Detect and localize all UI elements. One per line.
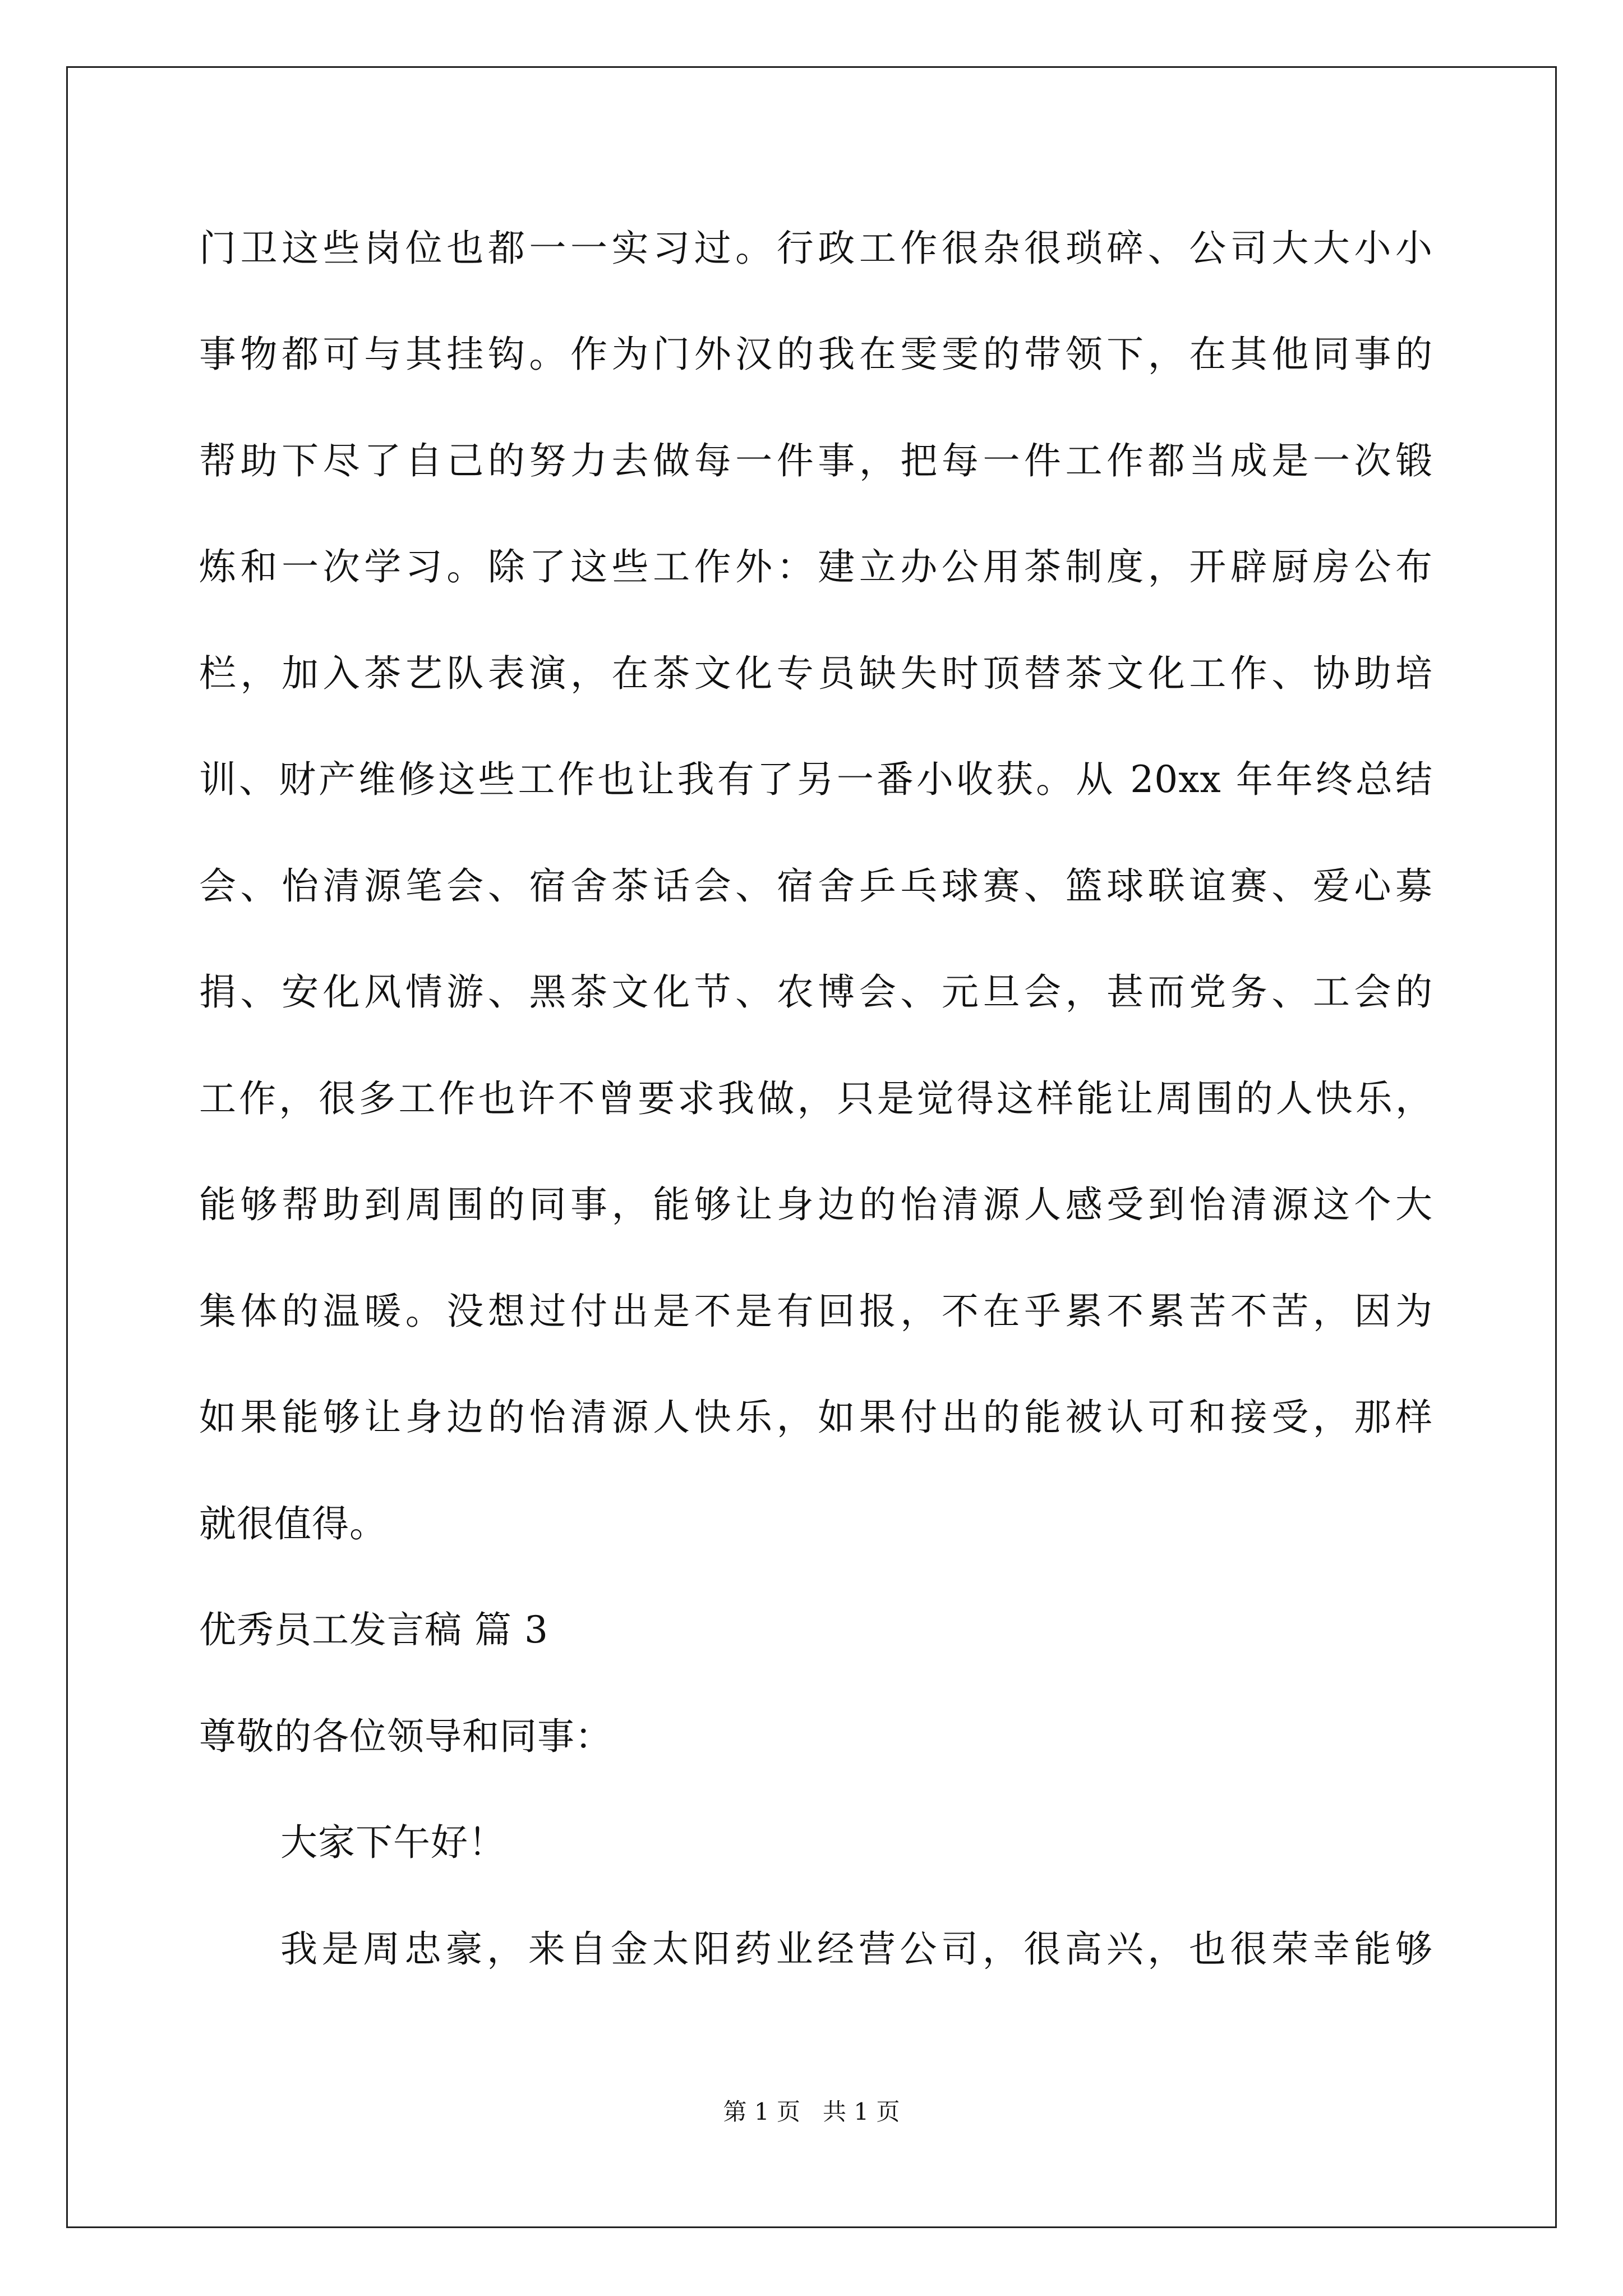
page-footer: 第 1 页 共 1 页 — [723, 2098, 900, 2125]
paragraph-line: 事物都可与其挂钩。作为门外汉的我在雯雯的带领下，在其他同事的 — [199, 333, 1433, 376]
paragraph-line: 会、怡清源笔会、宿舍茶话会、宿舍乒乓球赛、篮球联谊赛、爱心募 — [199, 864, 1433, 908]
paragraph-line: 训、财产维修这些工作也让我有了另一番小收获。从 20xx 年年终总结 — [199, 758, 1433, 801]
paragraph-line: 能够帮助到周围的同事，能够让身边的怡清源人感受到怡清源这个大 — [199, 1183, 1433, 1226]
paragraph-line: 工作，很多工作也许不曾要求我做，只是觉得这样能让周围的人快乐， — [199, 1077, 1433, 1120]
intro-line: 我是周忠豪，来自金太阳药业经营公司，很高兴，也很荣幸能够 — [280, 1927, 1433, 1971]
greeting: 大家下午好！ — [280, 1821, 506, 1864]
salutation: 尊敬的各位领导和同事： — [199, 1715, 612, 1758]
paragraph-line: 帮助下尽了自己的努力去做每一件事，把每一件工作都当成是一次锻 — [199, 439, 1433, 482]
paragraph-line: 捐、安化风情游、黑茶文化节、农博会、元旦会，甚而党务、工会的 — [199, 970, 1433, 1014]
section-title: 优秀员工发言稿 篇 3 — [199, 1608, 548, 1651]
paragraph-line: 集体的温暖。没想过付出是不是有回报，不在乎累不累苦不苦，因为 — [199, 1290, 1433, 1333]
paragraph-line: 如果能够让身边的怡清源人快乐，如果付出的能被认可和接受，那样 — [199, 1396, 1433, 1439]
paragraph-line: 就很值得。 — [199, 1502, 387, 1545]
paragraph-line: 栏，加入茶艺队表演，在茶文化专员缺失时顶替茶文化工作、协助培 — [199, 652, 1433, 695]
page-border — [66, 66, 1557, 2228]
paragraph-line: 门卫这些岗位也都一一实习过。行政工作很杂很琐碎、公司大大小小 — [199, 227, 1433, 270]
paragraph-line: 炼和一次学习。除了这些工作外：建立办公用茶制度，开辟厨房公布 — [199, 545, 1433, 588]
